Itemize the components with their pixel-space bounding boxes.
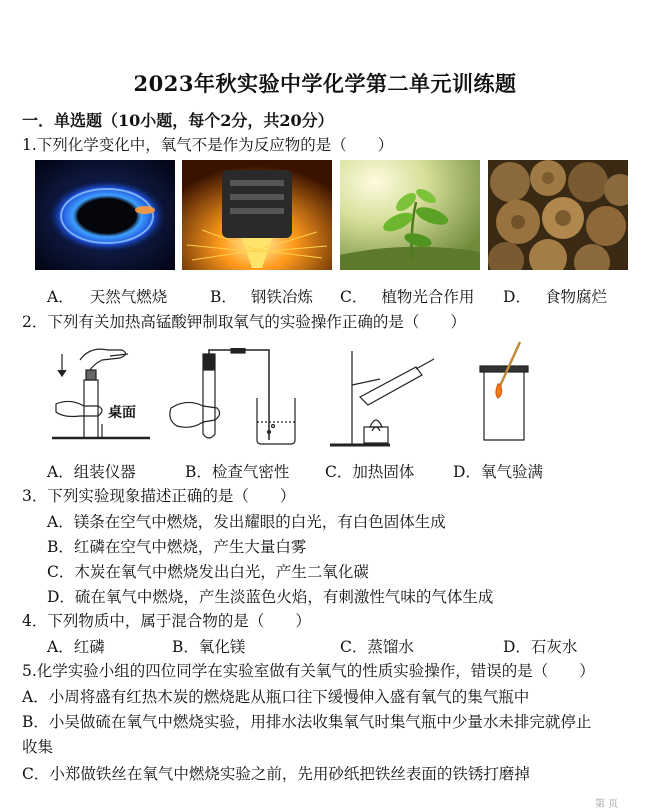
q2-option-a: A．组装仪器 [47, 463, 136, 481]
assemble-apparatus-diagram [50, 340, 160, 450]
gas-flame-photo [35, 160, 175, 270]
q2-option-c: C．加热固体 [325, 463, 415, 481]
q5-stem: 5.化学实验小组的四位同学在实验室做有关氧气的性质实验操作，错误的是（ ） [22, 662, 595, 680]
q5-option-b-line1: B．小吴做硫在氧气中燃烧实验，用排水法收集氧气时集气瓶中少量水未排完就停止 [22, 713, 592, 731]
page-number-footer: 第 页 [595, 799, 619, 810]
steel-smelting-photo [182, 160, 332, 270]
q2-option-d: D．氧气验满 [453, 463, 543, 481]
q1-option-b: B． 钢铁冶炼 [210, 288, 313, 306]
q4-option-c: C．蒸馏水 [340, 638, 414, 656]
check-airtightness-diagram [165, 348, 305, 448]
q1-option-d: D． 食物腐烂 [503, 288, 607, 306]
q1-stem: 1.下列化学变化中，氧气不是作为反应物的是（ ） [22, 136, 394, 154]
q1-option-a: A． 天然气燃烧 [47, 288, 168, 306]
q5-option-a: A．小周将盛有红热木炭的燃烧匙从瓶口往下缓慢伸入盛有氧气的集气瓶中 [22, 688, 530, 706]
q3-option-c: C．木炭在氧气中燃烧发出白光，产生二氧化碳 [47, 563, 369, 581]
q5-option-b-line2: 收集 [22, 738, 54, 756]
section-heading: 一．单选题（10小题，每个2分，共20分） [22, 111, 334, 130]
q3-option-a: A．镁条在空气中燃烧，发出耀眼的白光，有白色固体生成 [47, 513, 446, 531]
q3-stem: 3．下列实验现象描述正确的是（ ） [22, 487, 296, 505]
q5-option-c: C．小郑做铁丝在氧气中燃烧实验之前，先用砂纸把铁丝表面的铁锈打磨掉 [22, 765, 530, 783]
q4-stem: 4．下列物质中，属于混合物的是（ ） [22, 612, 311, 630]
heat-solid-diagram [320, 345, 440, 450]
desk-label: 桌面 [108, 405, 136, 421]
q4-option-a: A．红磷 [47, 638, 105, 656]
q2-option-b: B．检查气密性 [185, 463, 290, 481]
q1-option-c: C． 植物光合作用 [340, 288, 475, 306]
page-title: 2023年秋实验中学化学第二单元训练题 [133, 71, 517, 96]
q4-option-d: D．石灰水 [503, 638, 578, 656]
q4-option-b: B．氧化镁 [172, 638, 246, 656]
q3-option-d: D．硫在氧气中燃烧，产生淡蓝色火焰，有刺激性气味的气体生成 [47, 588, 494, 606]
plant-photosynthesis-photo [340, 160, 480, 270]
rotten-food-photo [488, 160, 628, 270]
q3-option-b: B．红磷在空气中燃烧，产生大量白雾 [47, 538, 307, 556]
q2-stem: 2．下列有关加热高锰酸钾制取氧气的实验操作正确的是（ ） [22, 313, 466, 331]
oxygen-full-test-diagram [476, 340, 546, 450]
